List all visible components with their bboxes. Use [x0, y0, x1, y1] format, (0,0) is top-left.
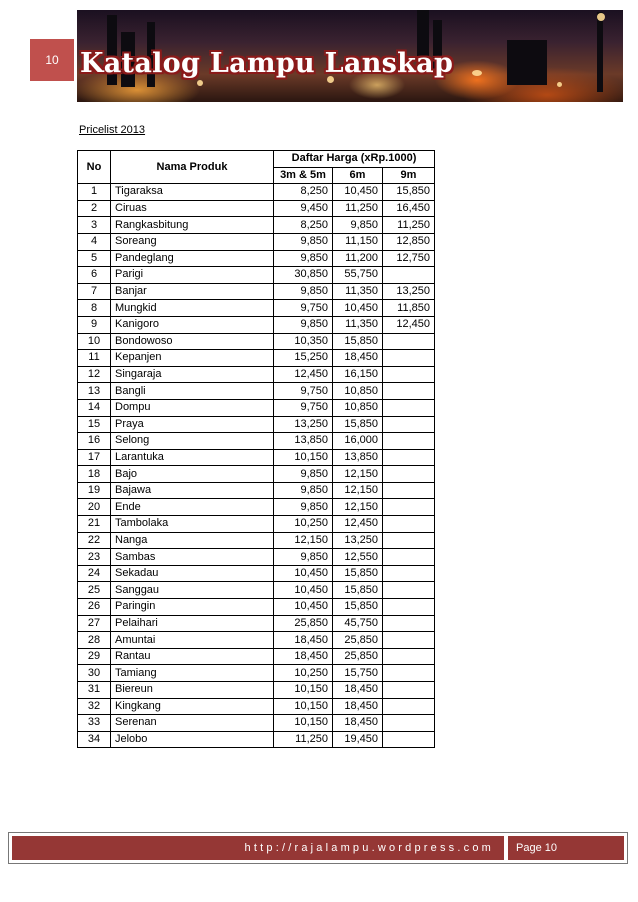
- row-price-3m-5m: 10,250: [274, 516, 333, 533]
- row-product-name: Sekadau: [111, 565, 274, 582]
- row-price-9m: [383, 731, 435, 748]
- row-no: 5: [78, 250, 111, 267]
- footer: [8, 832, 628, 864]
- row-price-9m: 15,850: [383, 184, 435, 201]
- row-price-9m: 11,250: [383, 217, 435, 234]
- row-price-6m: 12,550: [333, 549, 383, 566]
- row-price-3m-5m: 9,850: [274, 283, 333, 300]
- row-price-3m-5m: 10,450: [274, 565, 333, 582]
- table-row: [78, 316, 435, 333]
- table-row: [78, 599, 435, 616]
- row-no: 4: [78, 233, 111, 250]
- row-price-3m-5m: 12,450: [274, 366, 333, 383]
- row-price-3m-5m: 10,350: [274, 333, 333, 350]
- row-price-3m-5m: 9,750: [274, 399, 333, 416]
- table-row: [78, 433, 435, 450]
- row-price-6m: 18,450: [333, 350, 383, 367]
- row-price-6m: 11,200: [333, 250, 383, 267]
- row-price-9m: [383, 632, 435, 649]
- row-product-name: Tambolaka: [111, 516, 274, 533]
- row-price-3m-5m: 10,150: [274, 698, 333, 715]
- header-price-3m-5m: 3m & 5m: [274, 167, 333, 184]
- table-row: [78, 665, 435, 682]
- row-price-9m: [383, 715, 435, 732]
- row-no: 1: [78, 184, 111, 201]
- row-no: 12: [78, 366, 111, 383]
- table-row: [78, 350, 435, 367]
- row-price-6m: 15,850: [333, 416, 383, 433]
- row-price-6m: 18,450: [333, 715, 383, 732]
- row-price-6m: 18,450: [333, 682, 383, 699]
- row-price-9m: [383, 516, 435, 533]
- row-product-name: Bondowoso: [111, 333, 274, 350]
- table-row: [78, 632, 435, 649]
- header-price-9m: 9m: [383, 167, 435, 184]
- row-no: 15: [78, 416, 111, 433]
- table-row: [78, 466, 435, 483]
- row-no: 24: [78, 565, 111, 582]
- row-product-name: Pelaihari: [111, 615, 274, 632]
- row-price-3m-5m: 9,850: [274, 482, 333, 499]
- row-price-3m-5m: 30,850: [274, 267, 333, 284]
- row-price-6m: 15,850: [333, 582, 383, 599]
- row-price-6m: 19,450: [333, 731, 383, 748]
- row-price-6m: 10,450: [333, 184, 383, 201]
- row-product-name: Pandeglang: [111, 250, 274, 267]
- table-row: [78, 516, 435, 533]
- row-price-9m: [383, 665, 435, 682]
- table-row: [78, 731, 435, 748]
- table-row: [78, 698, 435, 715]
- row-no: 27: [78, 615, 111, 632]
- row-no: 11: [78, 350, 111, 367]
- table-row: [78, 715, 435, 732]
- row-price-6m: 18,450: [333, 698, 383, 715]
- row-product-name: Mungkid: [111, 300, 274, 317]
- row-price-9m: [383, 499, 435, 516]
- row-product-name: Tamiang: [111, 665, 274, 682]
- row-price-9m: [383, 532, 435, 549]
- row-price-9m: 12,450: [383, 316, 435, 333]
- row-price-9m: [383, 449, 435, 466]
- row-no: 13: [78, 383, 111, 400]
- row-price-6m: 12,150: [333, 482, 383, 499]
- row-price-3m-5m: 9,750: [274, 383, 333, 400]
- row-no: 30: [78, 665, 111, 682]
- row-price-9m: [383, 416, 435, 433]
- row-price-3m-5m: 9,850: [274, 466, 333, 483]
- table-row: [78, 300, 435, 317]
- row-product-name: Tigaraksa: [111, 184, 274, 201]
- row-price-6m: 11,350: [333, 316, 383, 333]
- row-product-name: Singaraja: [111, 366, 274, 383]
- row-no: 25: [78, 582, 111, 599]
- header-product-name: Nama Produk: [111, 151, 274, 184]
- row-product-name: Kanigoro: [111, 316, 274, 333]
- row-price-3m-5m: 10,250: [274, 665, 333, 682]
- row-product-name: Banjar: [111, 283, 274, 300]
- row-product-name: Ende: [111, 499, 274, 516]
- row-product-name: Rangkasbitung: [111, 217, 274, 234]
- row-price-6m: 11,150: [333, 233, 383, 250]
- row-no: 22: [78, 532, 111, 549]
- row-product-name: Sambas: [111, 549, 274, 566]
- row-price-9m: 11,850: [383, 300, 435, 317]
- row-no: 34: [78, 731, 111, 748]
- table-row: [78, 582, 435, 599]
- row-price-3m-5m: 8,250: [274, 217, 333, 234]
- row-product-name: Bajo: [111, 466, 274, 483]
- header-banner-image: [77, 10, 623, 102]
- row-no: 21: [78, 516, 111, 533]
- row-product-name: Larantuka: [111, 449, 274, 466]
- row-no: 18: [78, 466, 111, 483]
- row-price-9m: [383, 582, 435, 599]
- row-price-9m: 12,750: [383, 250, 435, 267]
- row-price-9m: [383, 698, 435, 715]
- header-price-group: Daftar Harga (xRp.1000): [274, 151, 435, 168]
- row-no: 19: [78, 482, 111, 499]
- table-row: [78, 233, 435, 250]
- row-price-9m: [383, 648, 435, 665]
- row-price-6m: 11,350: [333, 283, 383, 300]
- row-no: 10: [78, 333, 111, 350]
- row-product-name: Amuntai: [111, 632, 274, 649]
- row-price-3m-5m: 13,250: [274, 416, 333, 433]
- row-no: 9: [78, 316, 111, 333]
- row-product-name: Kingkang: [111, 698, 274, 715]
- row-price-9m: [383, 599, 435, 616]
- row-price-3m-5m: 9,450: [274, 200, 333, 217]
- header-no: No: [78, 151, 111, 184]
- row-no: 32: [78, 698, 111, 715]
- table-row: [78, 250, 435, 267]
- row-product-name: Kepanjen: [111, 350, 274, 367]
- row-price-9m: [383, 366, 435, 383]
- row-price-6m: 12,450: [333, 516, 383, 533]
- table-row: [78, 267, 435, 284]
- row-no: 8: [78, 300, 111, 317]
- row-product-name: Dompu: [111, 399, 274, 416]
- row-price-9m: [383, 433, 435, 450]
- row-no: 2: [78, 200, 111, 217]
- table-row: [78, 200, 435, 217]
- row-product-name: Parigi: [111, 267, 274, 284]
- price-table-body: [78, 184, 435, 748]
- row-price-3m-5m: 8,250: [274, 184, 333, 201]
- row-product-name: Serenan: [111, 715, 274, 732]
- row-no: 26: [78, 599, 111, 616]
- row-no: 31: [78, 682, 111, 699]
- row-price-3m-5m: 11,250: [274, 731, 333, 748]
- table-row: [78, 499, 435, 516]
- row-no: 33: [78, 715, 111, 732]
- row-price-9m: [383, 333, 435, 350]
- table-row: [78, 565, 435, 582]
- table-row: [78, 366, 435, 383]
- row-price-9m: 12,850: [383, 233, 435, 250]
- row-price-9m: [383, 399, 435, 416]
- table-row: [78, 217, 435, 234]
- row-price-6m: 15,850: [333, 599, 383, 616]
- row-product-name: Bangli: [111, 383, 274, 400]
- row-product-name: Sanggau: [111, 582, 274, 599]
- table-row: [78, 416, 435, 433]
- row-price-6m: 15,750: [333, 665, 383, 682]
- table-row: [78, 549, 435, 566]
- row-price-6m: 25,850: [333, 648, 383, 665]
- row-price-9m: [383, 565, 435, 582]
- table-row: [78, 333, 435, 350]
- table-row: [78, 383, 435, 400]
- row-price-3m-5m: 10,150: [274, 715, 333, 732]
- row-product-name: Praya: [111, 416, 274, 433]
- row-price-6m: 25,850: [333, 632, 383, 649]
- row-product-name: Jelobo: [111, 731, 274, 748]
- row-price-3m-5m: 9,750: [274, 300, 333, 317]
- table-row: [78, 532, 435, 549]
- table-row: [78, 184, 435, 201]
- row-price-6m: 16,150: [333, 366, 383, 383]
- row-no: 29: [78, 648, 111, 665]
- row-product-name: Soreang: [111, 233, 274, 250]
- row-no: 3: [78, 217, 111, 234]
- table-row: [78, 648, 435, 665]
- row-price-6m: 11,250: [333, 200, 383, 217]
- row-product-name: Bajawa: [111, 482, 274, 499]
- row-no: 17: [78, 449, 111, 466]
- header-price-6m: 6m: [333, 167, 383, 184]
- row-no: 23: [78, 549, 111, 566]
- row-price-6m: 13,850: [333, 449, 383, 466]
- row-product-name: Biereun: [111, 682, 274, 699]
- row-no: 28: [78, 632, 111, 649]
- table-row: [78, 449, 435, 466]
- row-no: 7: [78, 283, 111, 300]
- row-price-6m: 13,250: [333, 532, 383, 549]
- row-price-3m-5m: 18,450: [274, 632, 333, 649]
- row-price-3m-5m: 9,850: [274, 316, 333, 333]
- row-product-name: Nanga: [111, 532, 274, 549]
- row-price-9m: [383, 350, 435, 367]
- row-price-9m: [383, 383, 435, 400]
- pricelist-subtitle: Pricelist 2013: [79, 124, 146, 136]
- row-price-3m-5m: 10,150: [274, 682, 333, 699]
- row-product-name: Selong: [111, 433, 274, 450]
- row-price-6m: 10,850: [333, 399, 383, 416]
- header-page-number: 10: [30, 39, 74, 81]
- row-price-6m: 12,150: [333, 466, 383, 483]
- row-product-name: Ciruas: [111, 200, 274, 217]
- row-price-9m: [383, 267, 435, 284]
- row-price-3m-5m: 25,850: [274, 615, 333, 632]
- row-price-3m-5m: 10,450: [274, 599, 333, 616]
- row-price-3m-5m: 9,850: [274, 233, 333, 250]
- row-price-3m-5m: 13,850: [274, 433, 333, 450]
- row-price-3m-5m: 9,850: [274, 250, 333, 267]
- row-price-9m: [383, 682, 435, 699]
- table-row: [78, 682, 435, 699]
- row-price-3m-5m: 15,250: [274, 350, 333, 367]
- banner-title: Katalog Lampu Lanskap: [80, 48, 454, 79]
- row-price-6m: 9,850: [333, 217, 383, 234]
- table-row: [78, 482, 435, 499]
- row-price-6m: 45,750: [333, 615, 383, 632]
- row-price-6m: 55,750: [333, 267, 383, 284]
- row-price-6m: 10,850: [333, 383, 383, 400]
- row-price-3m-5m: 18,450: [274, 648, 333, 665]
- row-no: 16: [78, 433, 111, 450]
- row-no: 20: [78, 499, 111, 516]
- row-price-6m: 12,150: [333, 499, 383, 516]
- row-price-3m-5m: 12,150: [274, 532, 333, 549]
- row-price-9m: 13,250: [383, 283, 435, 300]
- row-no: 14: [78, 399, 111, 416]
- row-no: 6: [78, 267, 111, 284]
- table-row: [78, 283, 435, 300]
- footer-page-label: Page 10: [508, 836, 624, 860]
- table-row: [78, 615, 435, 632]
- price-table: [77, 150, 435, 748]
- row-price-3m-5m: 10,450: [274, 582, 333, 599]
- row-product-name: Paringin: [111, 599, 274, 616]
- row-price-9m: [383, 615, 435, 632]
- row-price-9m: [383, 482, 435, 499]
- row-price-6m: 15,850: [333, 333, 383, 350]
- row-price-6m: 10,450: [333, 300, 383, 317]
- row-price-9m: 16,450: [383, 200, 435, 217]
- footer-url-link[interactable]: http://rajalampu.wordpress.com: [12, 836, 504, 860]
- row-price-6m: 15,850: [333, 565, 383, 582]
- row-price-9m: [383, 466, 435, 483]
- row-price-3m-5m: 9,850: [274, 499, 333, 516]
- table-row: [78, 399, 435, 416]
- row-price-3m-5m: 10,150: [274, 449, 333, 466]
- row-price-9m: [383, 549, 435, 566]
- row-price-6m: 16,000: [333, 433, 383, 450]
- row-price-3m-5m: 9,850: [274, 549, 333, 566]
- row-product-name: Rantau: [111, 648, 274, 665]
